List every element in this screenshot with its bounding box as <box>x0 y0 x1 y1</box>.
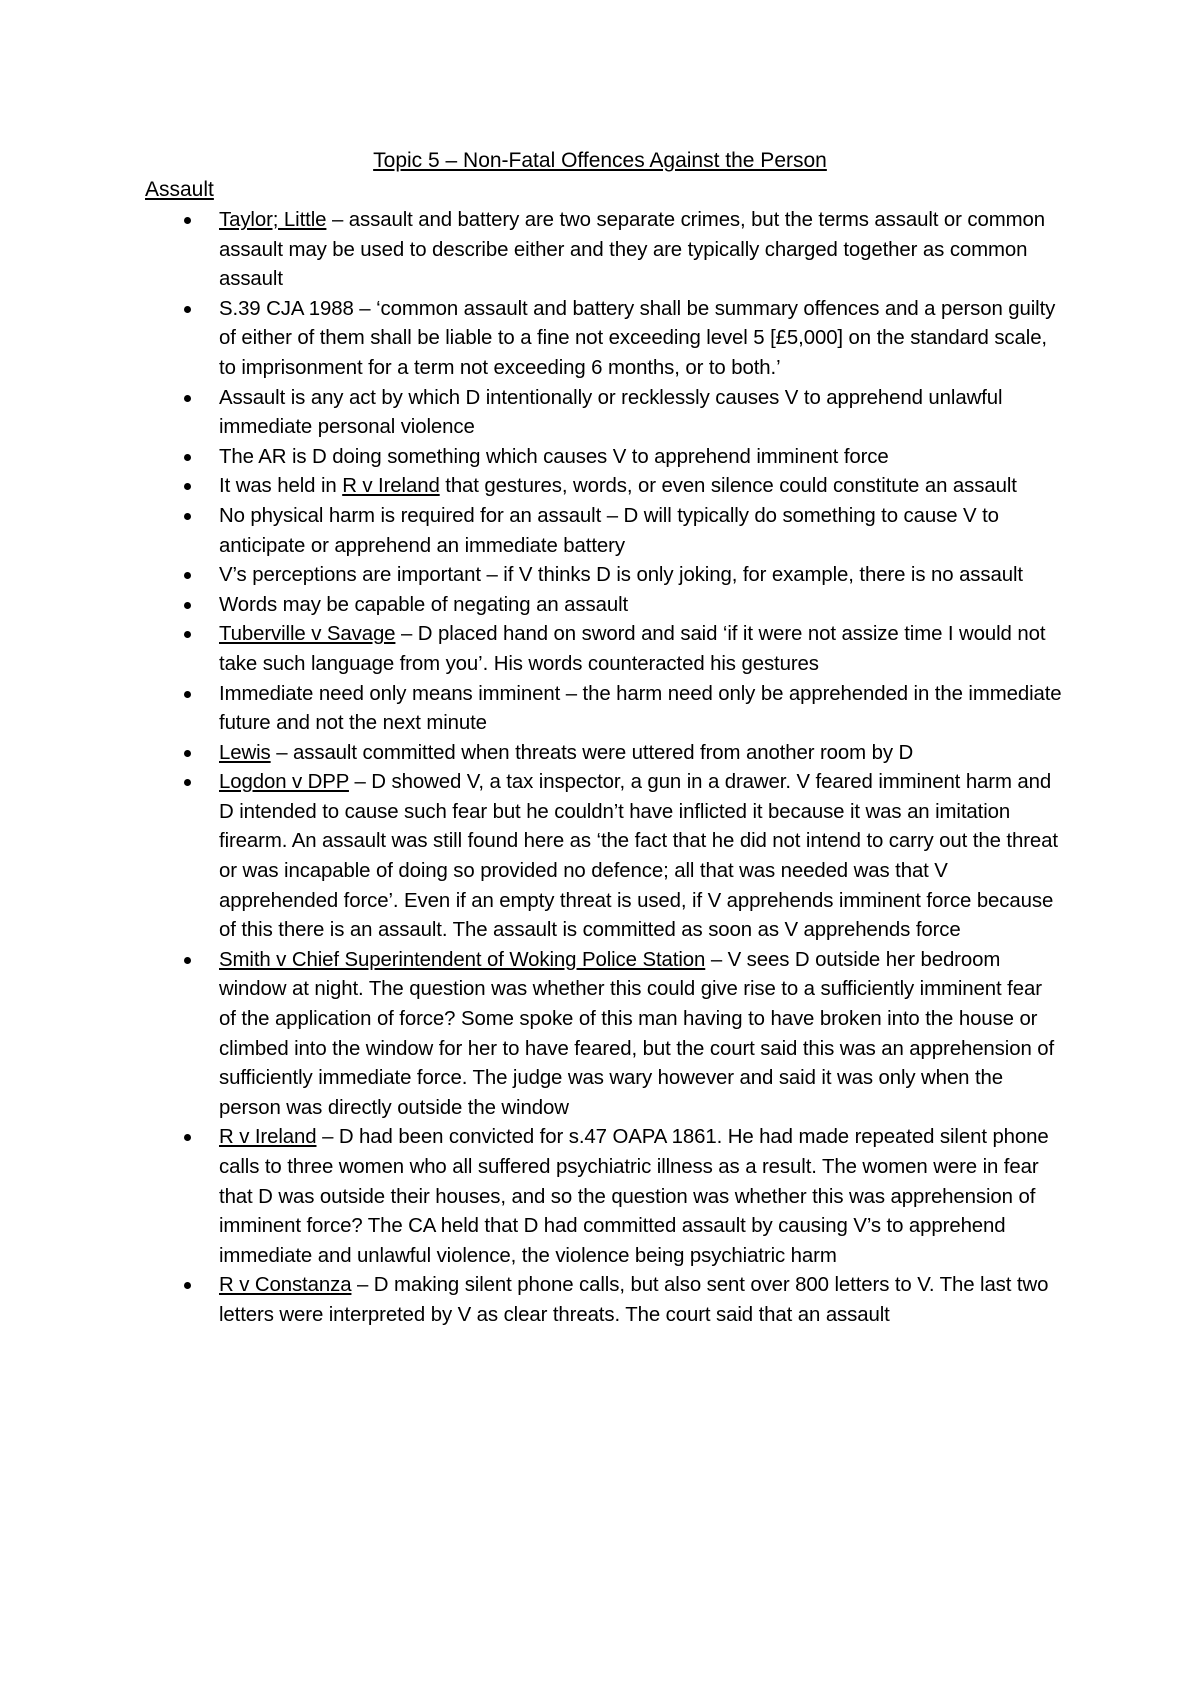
bullet-icon <box>184 513 191 520</box>
list-item <box>0 680 1064 739</box>
item-text: – D placed hand on sword and said ‘if it were not assize time I would not take such language from you’. His words counteracted his gestures <box>219 623 1046 675</box>
list-item <box>0 768 1064 946</box>
item-text: No physical harm is required for an assault – D will typically do something to cause V to anticipate or apprehend an immediate battery <box>219 504 999 557</box>
case-name: Lewis <box>219 741 271 764</box>
item-text: – D had been convicted for s.47 OAPA 1861. He had made repeated silent phone calls to three women who all suffered psychiatric illness as a result. The women were in fear that D was outside their houses, and so the question was whether this was apprehension of imminent force? The CA held that D had committed assault by causing V’s to apprehend immediate and unlawful violence, the violence being psychiatric harm <box>219 1126 1049 1267</box>
section-heading: Assault <box>145 178 214 201</box>
bullet-icon <box>184 1282 191 1289</box>
bullet-icon <box>184 750 191 757</box>
bullet-icon <box>184 306 191 313</box>
list-item <box>0 502 1064 561</box>
bullet-list <box>0 206 1200 1331</box>
bullet-icon <box>184 691 191 698</box>
case-name: R v Ireland <box>342 475 440 498</box>
item-text: V’s perceptions are important – if V thinks D is only joking, for example, there is no assault <box>219 564 1023 587</box>
case-name: Taylor; Little <box>219 209 327 231</box>
item-text: Immediate need only means imminent – the harm need only be apprehended in the immediate future and not the next minute <box>219 682 1062 735</box>
bullet-icon <box>184 779 191 786</box>
item-text: – assault and battery are two separate crimes, but the terms assault or common assault may be used to describe either and they are typically charged together as common assault <box>219 209 1045 291</box>
bullet-icon <box>184 1134 191 1141</box>
item-text: Words may be capable of negating an assault <box>219 593 629 616</box>
item-text: The AR is D doing something which causes V to apprehend imminent force <box>219 445 889 468</box>
list-item <box>0 561 1064 591</box>
bullet-icon <box>184 454 191 461</box>
list-item <box>0 946 1064 1124</box>
item-text: – D making silent phone calls, but also sent over 800 letters to V. The last two letters were interpreted by V as clear threats. The court said that an assault <box>219 1274 1049 1326</box>
page-title: Topic 5 – Non-Fatal Offences Against the Person <box>373 149 827 172</box>
bullet-icon <box>184 957 191 964</box>
list-item <box>0 739 1064 769</box>
list-item <box>0 443 1064 473</box>
list-item <box>0 384 1064 443</box>
case-name: Logdon v DPP <box>219 771 349 794</box>
item-text-lead: It was held in <box>219 475 343 498</box>
list-item <box>0 591 1064 621</box>
item-text: – D showed V, a tax inspector, a gun in a drawer. V feared imminent harm and D intended to cause such fear but he couldn’t have inflicted it because it was an imitation firearm. An assault was still found here as ‘the fact that he did not intend to carry out the threat or was incapable of doing so provided no defence; all that was needed was that V apprehended force’. Even if an empty threat is used, if V apprehends imminent force because of this there is an assault. The assault is committed as soon as V apprehends force <box>219 771 1058 942</box>
item-text: – V sees D outside her bedroom window at night. The question was whether this could give rise to a sufficiently imminent fear of the application of force? Some spoke of this man having to have broken into the house or climbed into the window for her to have feared, but the court said this was an apprehension of sufficiently immediate force. The judge was wary however and said it was only when the person was directly outside the window <box>219 948 1055 1119</box>
case-name: R v Ireland <box>219 1126 317 1149</box>
item-text: S.39 CJA 1988 – ‘common assault and battery shall be summary offences and a person guilty of either of them shall be liable to a fine not exceeding level 5 [£5,000] on the standard scale, to imprisonment for a term not exceeding 6 months, or to both.’ <box>219 297 1056 379</box>
case-name: R v Constanza <box>219 1274 352 1297</box>
bullet-icon <box>184 631 191 638</box>
bullet-icon <box>184 483 191 490</box>
list-item <box>0 1123 1064 1271</box>
bullet-icon <box>184 395 191 402</box>
bullet-icon <box>184 572 191 579</box>
list-item <box>0 472 1064 502</box>
item-text: Assault is any act by which D intentionally or recklessly causes V to apprehend unlawful immediate personal violence <box>219 386 1003 439</box>
bullet-icon <box>184 602 191 609</box>
list-item <box>0 1271 1064 1330</box>
list-item <box>0 295 1064 384</box>
case-name: Smith v Chief Superintendent of Woking Police Station <box>219 948 706 971</box>
bullet-icon <box>184 217 191 224</box>
item-text: – assault committed when threats were uttered from another room by D <box>270 741 914 764</box>
item-text: that gestures, words, or even silence could constitute an assault <box>439 475 1017 498</box>
list-item <box>0 206 1064 295</box>
case-name: Tuberville v Savage <box>219 623 396 646</box>
list-item <box>0 620 1064 679</box>
